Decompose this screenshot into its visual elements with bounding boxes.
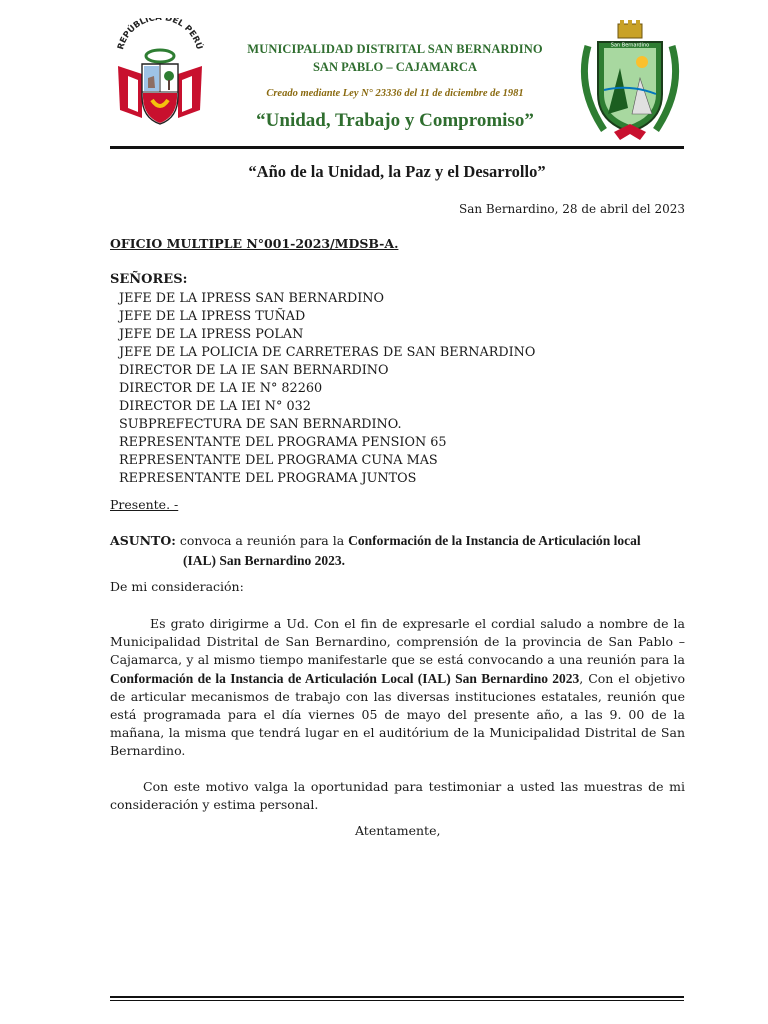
year-name: “Año de la Unidad, la Paz y el Desarrollo” bbox=[248, 162, 546, 181]
list-item: DIRECTOR DE LA IE N° 82260 bbox=[119, 381, 323, 396]
presente-line: Presente. - bbox=[110, 497, 179, 512]
body-paragraph-2 bbox=[110, 778, 685, 814]
footer-divider-thin bbox=[110, 1000, 684, 1001]
svg-text:REPÚBLICA DEL PERÚ bbox=[116, 18, 206, 51]
municipality-name: MUNICIPALIDAD DISTRITAL SAN BERNARDINO bbox=[247, 42, 543, 56]
paragraph1-text-b: , Con el objetivo de articular mecanismos de trabajo con las diversas instituciones estatales, reunión que está programada para el día viernes 05 de mayo del presente año, a las 9. 00 de la mañana, la misma que tendrá lugar en el auditórium de la Municipalidad Distrital de San Bernardino. bbox=[110, 670, 685, 759]
recipients-list bbox=[119, 290, 535, 488]
asunto-subject-line2: (IAL) San Bernardino 2023. bbox=[183, 553, 346, 568]
salutation-label: SEÑORES: bbox=[110, 272, 188, 287]
body-paragraph-1 bbox=[110, 615, 685, 761]
list-item: SUBPREFECTURA DE SAN BERNARDINO. bbox=[119, 417, 402, 432]
closing-line: Atentamente, bbox=[355, 823, 441, 838]
paragraph1-text-a: Es grato dirigirme a Ud. Con el fin de expresarle el cordial saludo a nombre de la Municipalidad Distrital de San Bernardino, comprensión de la provincia de San Pablo – Cajamarca, y al mismo tiempo manifestarle que se está convocando a una reunión para la bbox=[110, 616, 685, 668]
asunto-label: ASUNTO: bbox=[110, 533, 176, 548]
oficio-number: OFICIO MULTIPLE N°001-2023/MDSB-A. bbox=[110, 236, 399, 251]
date-line: San Bernardino, 28 de abril del 2023 bbox=[458, 202, 685, 216]
asunto-block bbox=[110, 531, 685, 571]
list-item: REPRESENTANTE DEL PROGRAMA JUNTOS bbox=[119, 471, 417, 486]
list-item: REPRESENTANTE DEL PROGRAMA CUNA MAS bbox=[119, 453, 438, 468]
list-item: JEFE DE LA IPRESS SAN BERNARDINO bbox=[119, 291, 384, 306]
seal-left-caption: REPÚBLICA DEL PERÚ bbox=[116, 18, 204, 51]
list-item: DIRECTOR DE LA IEI N° 032 bbox=[119, 399, 311, 414]
list-item: DIRECTOR DE LA IE SAN BERNARDINO bbox=[119, 363, 389, 378]
seal-right-caption: San Bernardino bbox=[610, 42, 650, 49]
municipality-location: SAN PABLO – CAJAMARCA bbox=[312, 60, 477, 74]
creation-law: Creado mediante Ley N° 23336 del 11 de diciembre de 1981 bbox=[266, 88, 524, 99]
district-coat-of-arms-icon bbox=[574, 18, 686, 144]
list-item: REPRESENTANTE DEL PROGRAMA PENSION 65 bbox=[119, 435, 447, 450]
header-divider bbox=[110, 146, 684, 149]
list-item: JEFE DE LA POLICIA DE CARRETERAS DE SAN BERNARDINO bbox=[119, 345, 536, 360]
motto: “Unidad, Trabajo y Compromiso” bbox=[256, 110, 534, 131]
paragraph2-text: Con este motivo valga la oportunidad para testimoniar a usted las muestras de mi consideración y estima personal. bbox=[110, 779, 685, 813]
footer-divider bbox=[110, 996, 684, 998]
list-item: JEFE DE LA IPRESS TUÑAD bbox=[119, 309, 306, 324]
paragraph1-bold: Conformación de la Instancia de Articulación Local (IAL) San Bernardino 2023 bbox=[110, 670, 580, 686]
consideration-line: De mi consideración: bbox=[110, 579, 244, 594]
list-item: JEFE DE LA IPRESS POLAN bbox=[119, 327, 304, 342]
peru-coat-of-arms-icon bbox=[108, 18, 212, 132]
asunto-subject-line1: Conformación de la Instancia de Articulación local bbox=[348, 533, 641, 548]
asunto-text: convoca a reunión para la bbox=[175, 533, 349, 548]
